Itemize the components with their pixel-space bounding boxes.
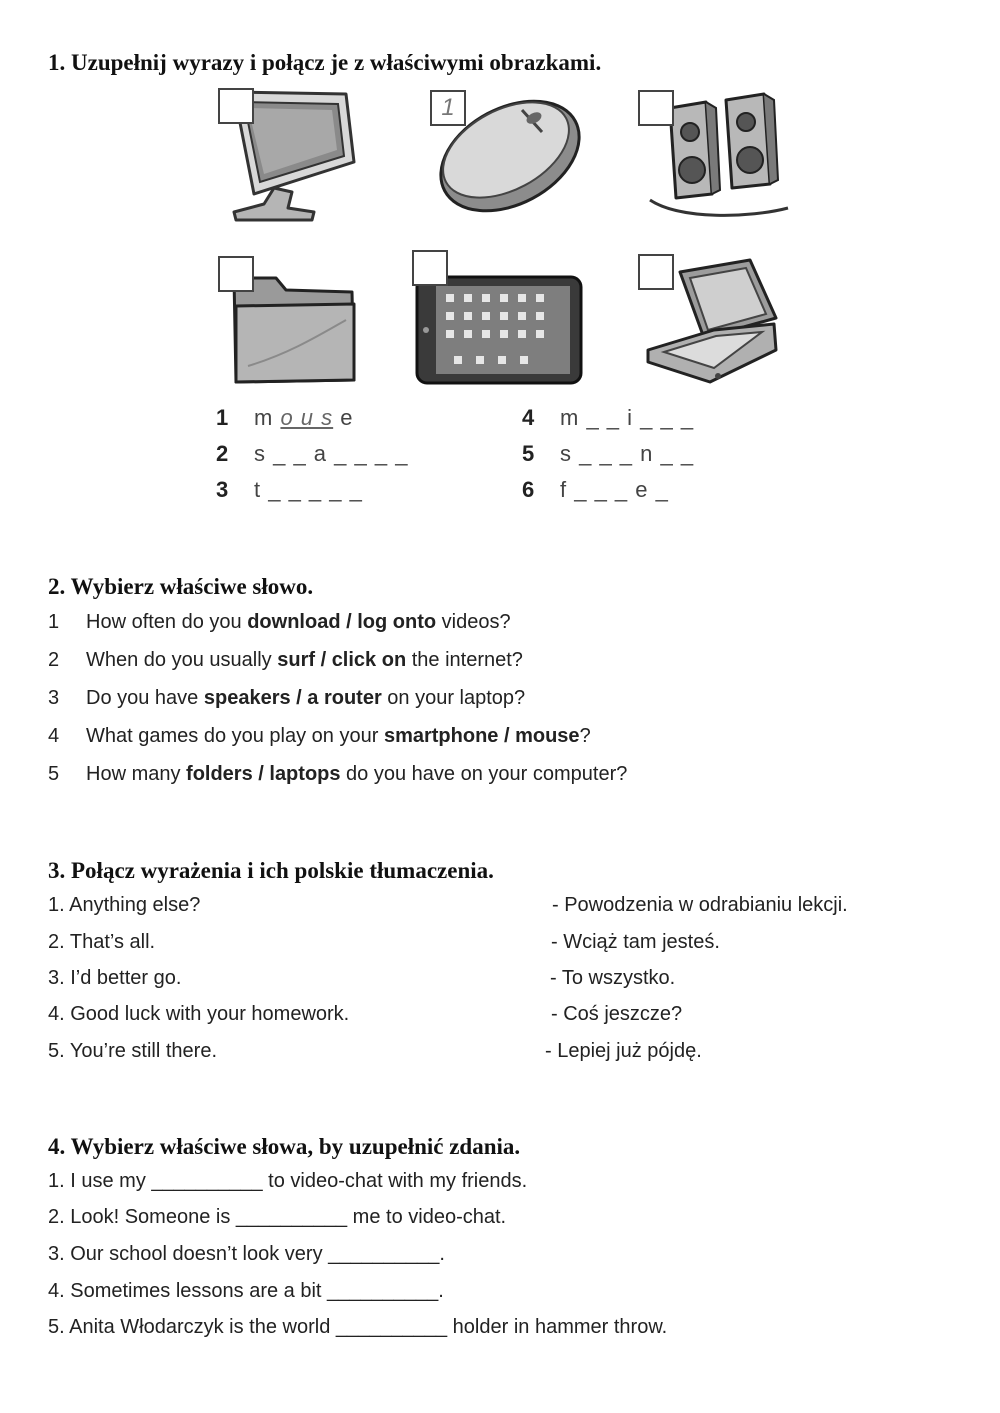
choice-sentence: What games do you play on your smartphone / mouse? (86, 725, 591, 747)
fill-in-sentence[interactable]: 3. Our school doesn’t look very __________. (48, 1243, 445, 1265)
tablet-icon (414, 274, 584, 386)
section-1-title: 1. Uzupełnij wyrazy i połącz je z właściwymi obrazkami. (48, 50, 602, 75)
choice-sentence: How many folders / laptops do you have on your computer? (86, 763, 628, 785)
fill-in-sentence[interactable]: 1. I use my __________ to video-chat with my friends. (48, 1170, 528, 1192)
word-puzzle[interactable]: f _ _ _ e _ (560, 477, 669, 502)
match-box-6[interactable] (638, 254, 674, 290)
choice-sentence: Do you have speakers / a router on your laptop? (86, 687, 526, 709)
word-number: 5 (522, 441, 535, 466)
match-box-4[interactable] (218, 256, 254, 292)
match-box-1[interactable] (218, 88, 254, 124)
fill-in-sentence[interactable]: 4. Sometimes lessons are a bit __________. (48, 1280, 444, 1302)
match-box-3[interactable] (638, 90, 674, 126)
word-number: 3 (216, 477, 229, 502)
item-number: 4 (48, 725, 60, 747)
choice-sentence: When do you usually surf / click on the internet? (86, 649, 523, 671)
word-number: 2 (216, 441, 229, 466)
phrase-english[interactable]: 2. That’s all. (48, 931, 156, 953)
word-puzzle[interactable]: t _ _ _ _ _ (254, 477, 363, 502)
match-box-5[interactable] (412, 250, 448, 286)
word-number: 6 (522, 477, 535, 502)
item-number: 1 (48, 611, 60, 633)
phrase-polish[interactable]: - Wciąż tam jesteś. (551, 931, 720, 953)
choice-options[interactable]: speakers / a router (203, 687, 382, 709)
choice-options[interactable]: smartphone / mouse (383, 725, 580, 747)
phrase-polish[interactable]: - To wszystko. (550, 967, 676, 989)
phrase-polish[interactable]: - Lepiej już pójdę. (545, 1040, 702, 1062)
phrase-polish[interactable]: - Coś jeszcze? (551, 1003, 683, 1025)
word-puzzle[interactable]: m _ _ i _ _ _ (560, 405, 695, 430)
phrase-english[interactable]: 5. You’re still there. (48, 1040, 217, 1062)
word-last-letter: e (340, 405, 354, 430)
word-puzzle (254, 405, 354, 431)
fill-in-sentence[interactable]: 5. Anita Włodarczyk is the world __________ holder in hammer throw. (48, 1316, 668, 1338)
phrase-english[interactable]: 4. Good luck with your homework. (48, 1003, 350, 1025)
section-4-title: 4. Wybierz właściwe słowa, by uzupełnić zdania. (48, 1134, 521, 1159)
word-answer: o u s (280, 405, 334, 430)
phrase-polish[interactable]: - Powodzenia w odrabianiu lekcji. (552, 894, 848, 916)
section-2-title: 2. Wybierz właściwe słowo. (48, 574, 314, 599)
item-number: 3 (48, 687, 60, 709)
item-number: 2 (48, 649, 60, 671)
choice-options[interactable]: surf / click on (277, 649, 407, 671)
item-number: 5 (48, 763, 60, 785)
phrase-english[interactable]: 3. I’d better go. (48, 967, 182, 989)
section-3-title: 3. Połącz wyrażenia i ich polskie tłumaczenia. (48, 858, 494, 883)
word-first-letter: m (254, 405, 274, 430)
phrase-english[interactable]: 1. Anything else? (48, 894, 201, 916)
word-puzzle[interactable]: s _ _ _ n _ _ (560, 441, 695, 466)
word-puzzle[interactable]: s _ _ a _ _ _ _ (254, 441, 409, 466)
match-box-2[interactable]: 1 (430, 90, 466, 126)
choice-sentence: How often do you download / log onto videos? (86, 611, 511, 633)
choice-options[interactable]: download / log onto (247, 611, 437, 633)
fill-in-sentence[interactable]: 2. Look! Someone is __________ me to video-chat. (48, 1206, 507, 1228)
choice-options[interactable]: folders / laptops (186, 763, 341, 785)
word-number: 4 (522, 405, 535, 430)
word-number: 1 (216, 405, 229, 430)
